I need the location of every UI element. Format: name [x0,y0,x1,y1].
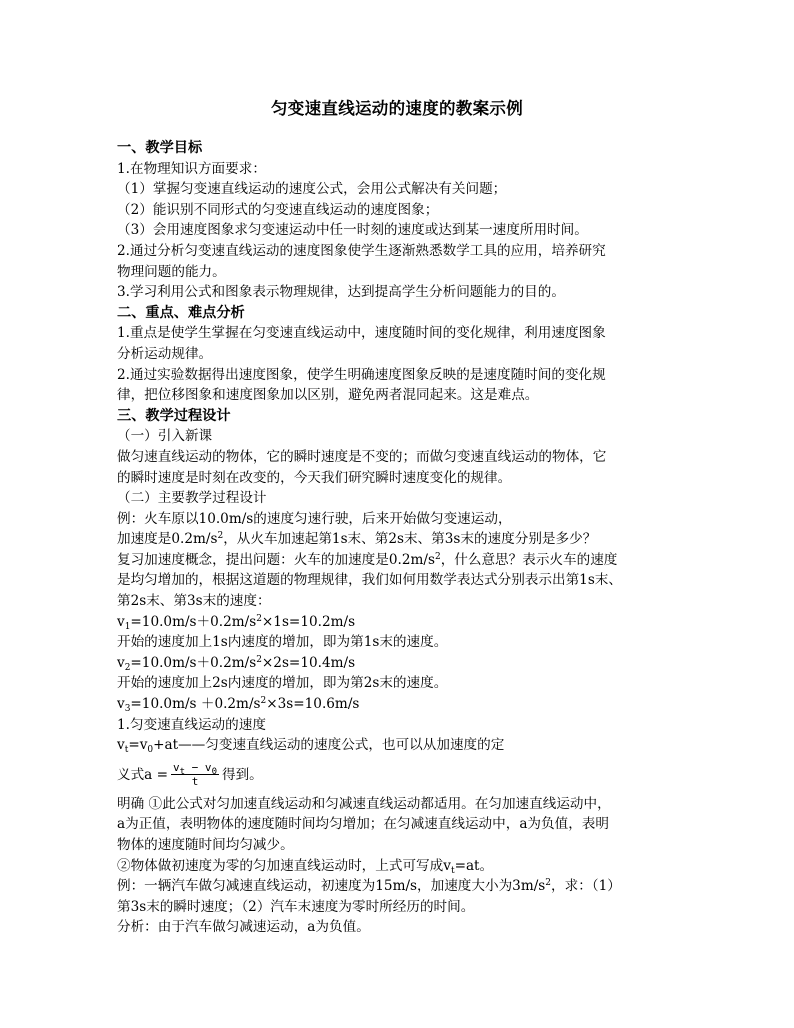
superscript: 2 [545,878,552,889]
section-heading-objectives: 一、教学目标 [117,140,203,156]
text-line: 分析运动规律。 [117,345,213,362]
text-span: =10.0m/s＋0.2m/s [130,654,257,671]
text-line: 第2s末、第3s末的速度： [117,593,271,610]
text-line: 物体的速度随时间均匀减少。 [117,837,294,853]
text-line: 做匀速直线运动的物体，它的瞬时速度是不变的；而做匀变速直线运动的物体，它 [117,448,607,465]
superscript: 2 [434,551,441,562]
text-line: （3）会用速度图象求匀变速运动中任一时刻的速度或达到某一速度所用时间。 [117,222,588,239]
section-heading-key-points: 二、重点、难点分析 [117,304,245,321]
superscript: 2 [260,696,267,707]
text-line: 开始的速度加上1s内速度的增加，即为第1s末的速度。 [117,634,448,651]
fraction-denominator: t [191,775,199,789]
subscript: t [179,767,186,778]
text-line: 律，把位移图象和速度图象加以区别，避免两者混同起来。这是难点。 [117,387,539,404]
subsection-title: （一）引入新课 [117,428,213,445]
text-line: 2.通过实验数据得出速度图象，使学生明确速度图象反映的是速度随时间的变化规 [117,366,606,383]
subscript: 0 [147,745,154,756]
text-line [117,856,683,877]
text-span: =at。 [454,857,494,874]
equation-v2 [117,653,683,674]
text-line: 2.通过分析匀变速直线运动的速度图象使学生逐渐熟悉数学工具的应用，培养研究 [117,242,606,259]
text-line [117,529,683,550]
superscript: 2 [217,531,224,542]
text-span: ，求：（1） [551,878,621,895]
text-line: （1）掌握匀变速直线运动的速度公式，会用公式解决有关问题； [117,181,507,198]
subsection-title: （二）主要教学过程设计 [117,490,267,507]
subscript: t [124,745,129,756]
symbol-v: v [117,613,125,630]
text-span: ×2s=10.4m/s [261,654,356,671]
symbol-v: v [139,737,148,754]
symbol-v: v [173,761,180,775]
equation-v3 [117,694,683,715]
text-span: 义式a = [117,766,169,783]
equation-v1 [117,612,683,633]
text-span: ②物体做初速度为零的匀加速直线运动时，上式可写成v [117,857,451,874]
section-heading-teaching-process: 三、教学过程设计 [117,407,231,424]
text-line: （2）能识别不同形式的匀变速直线运动的速度图象； [117,201,439,218]
text-span: 得到。 [221,766,263,783]
symbol-v: v [117,654,125,671]
subscript: 0 [211,767,217,778]
text-span: − v [185,761,212,775]
fraction [171,761,219,788]
text-line: 例：火车原以10.0m/s的速度匀速行驶，后来开始做匀变速运动， [117,510,512,527]
text-line: 开始的速度加上2s内速度的增加，即为第2s末的速度。 [117,675,448,692]
text-span: 例：一辆汽车做匀减速直线运动，初速度为15m/s，加速度大小为3m/s [117,878,546,895]
text-line: 第3s末的瞬时速度；（2）汽车末速度为零时所经历的时间。 [117,898,475,915]
superscript: 2 [256,654,262,665]
subscript: 2 [124,662,131,673]
text-span: =10.0m/s ＋0.2m/s [130,696,261,713]
text-span: ×3s=10.6m/s [266,696,360,713]
definition-formula-line [117,756,683,794]
text-line [117,876,683,897]
subscript: t [450,865,455,876]
text-line: 3.学习利用公式和图象表示物理规律，达到提高学生分析问题能力的目的。 [117,284,565,301]
subscript: 1 [124,621,131,632]
subsection-title: 1.匀变速直线运动的速度 [117,716,266,733]
text-span: +at——匀变速直线运动的速度公式，也可以从加速度的定 [153,737,505,754]
text-line: 1.在物理知识方面要求： [117,160,266,177]
superscript: 2 [256,613,262,624]
fraction-numerator [171,761,219,778]
velocity-formula-line: $v_t=v_0+at——$匀变速直线运动的速度公式，也可以从加速度的定 [117,737,505,756]
symbol-v: v [117,737,125,754]
text-line [117,550,683,571]
text-line: 明确 ①此公式对匀加速直线运动和匀减速直线运动都适用。在匀加速直线运动中， [117,795,611,812]
document-title: 匀变速直线运动的速度的教案示例 [271,99,523,118]
text-line: 物理问题的能力。 [117,263,226,280]
text-line: 是均匀增加的，根据这道题的物理规律，我们如何用数学表达式分别表示出第1s末、 [117,572,622,589]
text-span: ×1s=10.2m/s [261,613,356,630]
text-line: a为正值，表明物体的速度随时间均匀增加；在匀减速直线运动中，a为负值，表明 [117,816,609,833]
document-body [117,138,683,938]
text-span: ，什么意思？表示火车的速度 [440,551,618,568]
text-span: 加速度是0.2m/s [117,531,218,548]
subscript: 3 [124,704,131,715]
text-line: 1.重点是使学生掌握在匀变速直线运动中，速度随时间的变化规律，利用速度图象 [117,325,606,342]
text-span: 复习加速度概念，提出问题：火车的加速度是0.2m/s [117,551,435,568]
text-line: 的瞬时速度是时刻在改变的，今天我们研究瞬时速度变化的规律。 [117,469,512,486]
text-span: ，从火车加速起第1s末、第2s末、第3s末的速度分别是多少？ [223,531,597,548]
text-line: 分析：由于汽车做匀减速运动，a为负值。 [117,919,370,936]
text-span: =10.0m/s＋0.2m/s [130,613,257,630]
symbol-v: v [117,696,125,713]
